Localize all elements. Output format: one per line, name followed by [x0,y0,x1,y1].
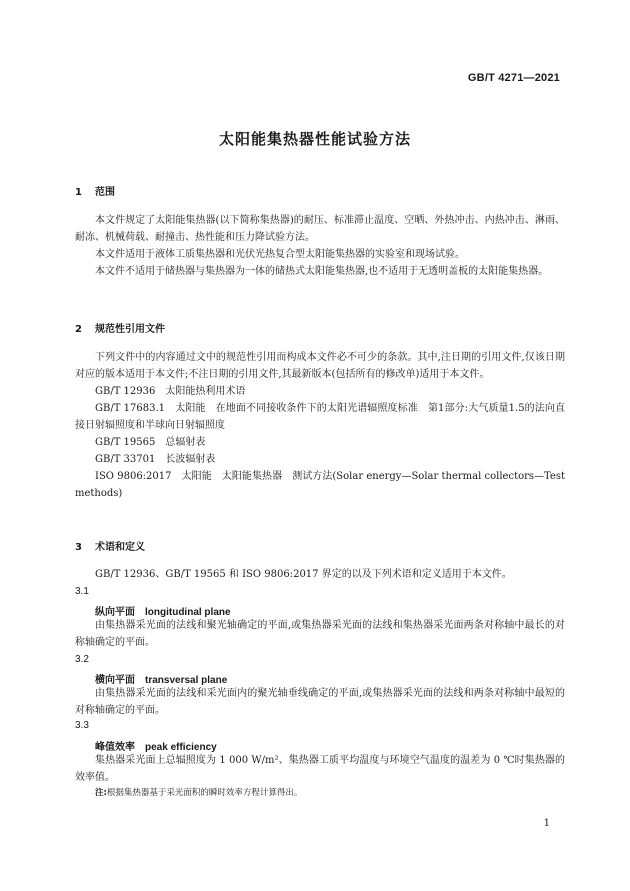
section-1-heading [75,183,115,198]
section-title: 规范性引用文件 [95,324,165,335]
paragraph: 本文件适用于液体工质集热器和光伏光热复合型太阳能集热器的实验室和现场试验。 [95,249,465,260]
term-number: 3.2 [75,654,89,665]
term-definition: 由集热器采光面的法线和采光面内的聚光轴垂线确定的平面,或集热器采光面的法线和两条对称轴中最短的对称轴确定的平面。 [75,688,565,716]
term-en: transversal plane [145,675,228,686]
section-1-body [75,212,565,280]
term-en: longitudinal plane [145,607,231,618]
term-zh: 峰值效率 [95,742,135,753]
term-number: 3.1 [75,586,89,597]
reference-item: GB/T 33701 长波辐射表 [95,454,216,465]
standard-code: GB/T 4271—2021 [467,72,560,84]
document-title: 太阳能集热器性能试验方法 [218,130,411,148]
paragraph: 下列文件中的内容通过文中的规范性引用而构成本文件必不可少的条款。其中,注日期的引用文件,仅该日期对应的版本适用于本文件;不注日期的引用文件,其最新版本(包括所有的修改单)适用于本文件。 [75,352,565,380]
paragraph: 本文件不适用于储热器与集热器为一体的储热式太阳能集热器,也不适用于无透明盖板的太阳能集热器。 [95,266,549,277]
reference-item: GB/T 17683.1 太阳能 在地面不同接收条件下的太阳光谱辐照度标准 第1部分:大气质量1.5的法向直接日射辐照度和半球向日射辐照度 [75,403,565,431]
section-number: 3 [75,542,82,553]
section-3-intro [75,566,565,583]
term-number: 3.3 [75,720,89,731]
section-2-heading [75,320,165,335]
note-text: 根据集热器基于采光面积的瞬时效率方程计算得出。 [106,788,303,798]
note [95,786,302,798]
term-zh: 纵向平面 [95,607,135,618]
paragraph: GB/T 12936、GB/T 19565 和 ISO 9806:2017 界定的以及下列术语和定义适用于本文件。 [95,569,512,580]
term-heading [95,603,231,618]
note-label: 注: [95,788,107,798]
page-number: 1 [543,818,550,829]
section-3-heading [75,538,145,553]
reference-item: GB/T 19565 总辐射表 [95,437,206,448]
reference-item: GB/T 12936 太阳能热利用术语 [95,386,246,397]
term-definition: 由集热器采光面的法线和聚光轴确定的平面,或集热器采光面的法线和集热器采光面两条对称轴中最长的对称轴确定的平面。 [75,620,565,648]
section-title: 术语和定义 [95,542,145,553]
paragraph: 本文件规定了太阳能集热器(以下简称集热器)的耐压、标准滞止温度、空晒、外热冲击、内热冲击、淋雨、耐冻、机械荷载、耐撞击、热性能和压力降试验方法。 [75,215,565,243]
term-zh: 横向平面 [95,675,135,686]
section-title: 范围 [95,187,115,198]
section-number: 1 [75,187,82,198]
term-heading [95,671,227,686]
section-number: 2 [75,324,82,335]
term-en: peak efficiency [145,742,217,753]
term-definition: 集热器采光面上总辐照度为 1 000 W/m²、集热器工质平均温度与环境空气温度的温差为 0 ℃时集热器的效率值。 [75,755,565,783]
reference-item: ISO 9806:2017 太阳能 太阳能集热器 测试方法(Solar energy—Solar thermal collectors—Test methods) [75,471,565,499]
term-heading [95,738,217,753]
section-2-body [75,349,565,502]
